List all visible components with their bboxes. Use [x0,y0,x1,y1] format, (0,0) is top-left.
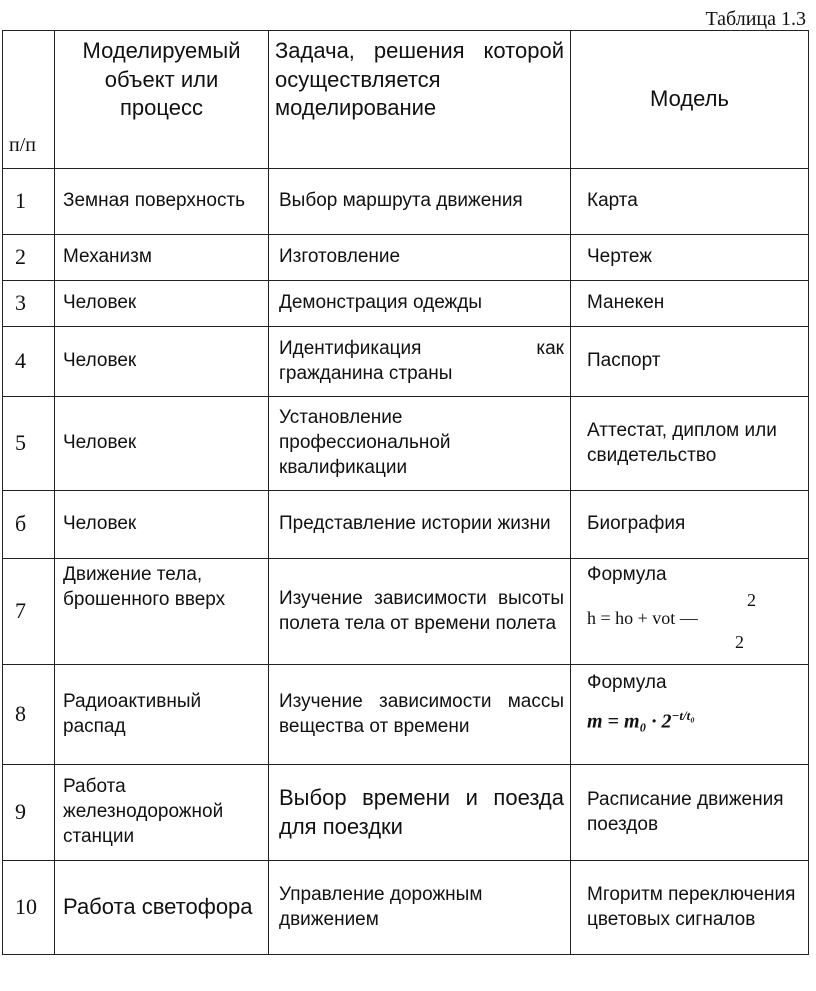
header-object: Моделируемый объект или процесс [55,31,269,169]
row-model-cell [571,665,809,765]
models-table [2,30,809,955]
row-model: Биография [571,491,809,559]
row-model-cell [571,559,809,665]
row-object: Земная поверхность [55,169,269,235]
row-num: 1 [3,169,55,235]
row-num: б [3,491,55,559]
row-object: Человек [55,327,269,397]
row-model: Расписание движения поездов [571,765,809,861]
row-num: 9 [3,765,55,861]
table-row [3,235,809,281]
row-object: Движение тела, брошенного вверх [55,559,269,665]
formula-superscript: 2 [747,590,756,610]
row-num: 5 [3,397,55,491]
row-model: Паспорт [571,327,809,397]
row-task: Изучение зависимости массы вещества от времени [269,665,571,765]
header-task: Задача, решения которой осуществляется моделирование [269,31,571,169]
row-object: Человек [55,397,269,491]
row-model: Формула [587,564,667,585]
row-object: Радиоактивный распад [55,665,269,765]
row-num: 2 [3,235,55,281]
table-row [3,397,809,491]
row-model: Карта [571,169,809,235]
formula-text: m = m₀ · 2 [587,710,672,733]
row-model: Чертеж [571,235,809,281]
row-num: 4 [3,327,55,397]
header-num: п/п [3,31,55,169]
row-object: Человек [55,491,269,559]
row-task: Управление дорожным движением [269,861,571,955]
header-row [3,31,809,169]
row-task: Демонстрация одежды [269,281,571,327]
row-model: Мгоритм переключения цветовых сигналов [571,861,809,955]
table-row [3,281,809,327]
table-caption: Таблица 1.3 [705,8,806,30]
formula-denominator: 2 [735,632,744,652]
row-num: 7 [3,559,55,665]
row-object: Работа светофора [55,861,269,955]
row-object: Человек [55,281,269,327]
row-task: Представление истории жизни [269,491,571,559]
row-model: Аттестат, диплом или свидетельство [571,397,809,491]
row-num: 3 [3,281,55,327]
formula-text: h = ho + vot — [587,608,698,628]
table-row [3,327,809,397]
row-model: Манекен [571,281,809,327]
row-task: Изготовление [269,235,571,281]
row-num: 8 [3,665,55,765]
table-row [3,861,809,955]
row-task: Идентификация как гражданина страны [269,327,571,397]
row-model: Формула [587,672,667,693]
table-row [3,765,809,861]
row-num: 10 [3,861,55,955]
row-object: Работа железнодорожной станции [55,765,269,861]
row-task: Выбор времени и поезда для поездки [269,765,571,861]
row-task: Выбор маршрута движения [269,169,571,235]
formula-exponent: −t/t₀ [671,707,695,723]
header-model: Модель [571,31,809,169]
row-object: Механизм [55,235,269,281]
table-row [3,491,809,559]
table-row [3,665,809,765]
row-task: Установление профессиональной квалификации [269,397,571,491]
row-task: Изучение зависимости высоты полета тела от времени полета [269,559,571,665]
table-row [3,559,809,665]
table-row [3,169,809,235]
